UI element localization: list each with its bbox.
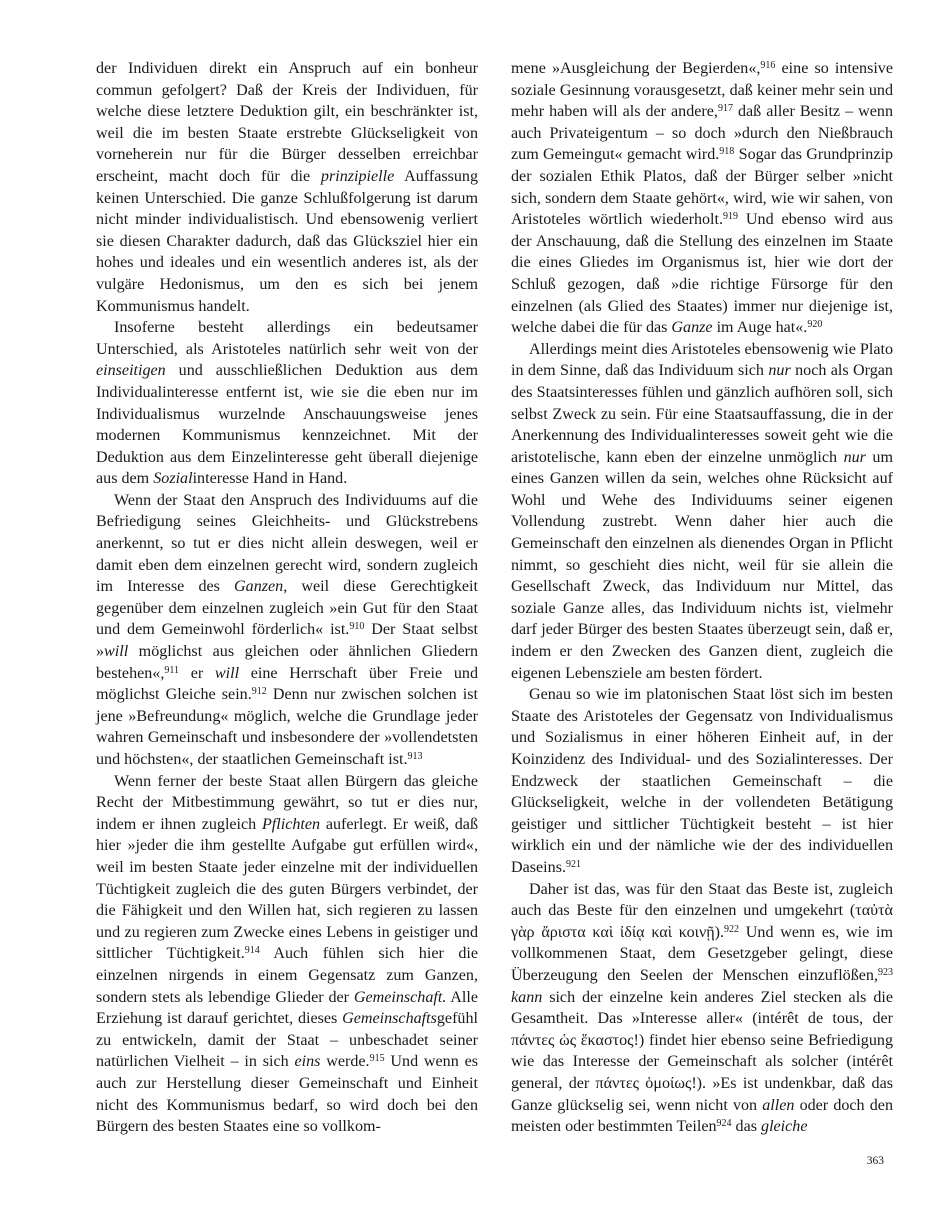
body-text: Denn nur zwischen solchen ist jene »Befreundung« möglich, welche die Grundlage jeder wahren Gemeinschaft und insbesondere der »vollendetsten und höchsten«, der staatlichen Gemeinschaft ist. <box>96 686 478 768</box>
emphasis-text: will <box>214 664 240 682</box>
body-text: Wenn ferner der beste Staat allen Bürgern das gleiche Recht der Mitbestimmung gewährt, so tut er dies nur, indem er ihnen zugleich <box>96 772 478 833</box>
body-text: sich der einzelne kein anderes Ziel stecken als die Gesamtheit. Das »Interesse aller« (intérêt de tous, der πάντες ὡς ἕκαστος!) findet hier ebenso seine Befriedigung wie das Interesse der Gemeinschaft als solcher (intérêt general, der πάντες ὁμοίως!). »Es ist undenkbar, daß das Ganze glückselig sei, wenn nicht von <box>511 988 893 1114</box>
footnote-ref: 919 <box>723 211 739 223</box>
body-text: der Individuen direkt ein Anspruch auf ein bonheur commun gefolgert? Daß der Kreis der Individuen, für welche diese letztere Deduktion gilt, ein beschränkter ist, weil die im besten Staate erstrebte Glückseligkeit von vorneherein nur für die Bürger desselben erreichbar erscheint, macht doch für die <box>96 60 478 185</box>
body-text: Wenn der Staat den Anspruch des Individuums auf die Befriedigung seines Gleichheits- und Glückstrebens anerkennt, so tut er dies nicht allein deswegen, weil er damit eben dem einzelnen gerecht wird, sondern zugleich im Interesse des <box>96 491 478 596</box>
emphasis-text: Ganze <box>671 319 713 337</box>
footnote-ref: 911 <box>164 664 180 676</box>
emphasis-text: nur <box>843 448 866 466</box>
footnote-ref: 910 <box>349 621 365 633</box>
footnote-ref: 913 <box>407 751 423 762</box>
footnote-ref: 923 <box>878 966 893 978</box>
body-text: Insoferne besteht allerdings ein bedeutsamer Unterschied, als Aristoteles natürlich sehr weit von der <box>96 319 478 358</box>
footnote-ref: 922 <box>724 923 740 935</box>
body-text: eine Herrschaft über Freie und möglichst Gleiche sein. <box>96 664 478 704</box>
footnote-ref: 921 <box>565 858 581 870</box>
body-text: mene »Ausgleichung der Begierden«, <box>511 60 761 77</box>
right-column <box>511 58 893 1138</box>
body-text: noch als Organ des Staatsinteresses fühlen und gänzlich aufhören soll, sich selbst Zweck zu sein. Für eine Staatsauffassung, die in der Anerkennung des Individualinteresses soweit geht wie die aristotelische, kann eben der einzelne unmöglich <box>511 362 893 466</box>
body-text: gefühl zu entwickeln, damit der Staat – unbeschadet seiner natürlichen Vielheit – in sich <box>96 1010 478 1071</box>
body-text: interesse Hand in Hand. <box>192 470 348 488</box>
emphasis-text: Gemeinschafts <box>342 1010 437 1028</box>
body-text: weil diese Gerechtigkeit gegenüber dem einzelnen zugleich »ein Gut für den Staat und dem Gemeinwohl förderlich« ist. <box>96 578 478 639</box>
body-text: und ausschließlichen Deduktion aus dem Individualinteresse entfernt ist, wie sie die eben nur im Individualismus wurzelnde Anschauungsweise jenes modernen Kommunismus kennzeichnet. Mit der Deduktion aus dem Einzelinteresse geht überall diejenige aus dem <box>96 362 478 488</box>
paragraph <box>511 58 893 339</box>
paragraph <box>511 684 893 878</box>
body-text: eine so intensive soziale Gesinnung vorausgesetzt, daß keiner mehr sein und mehr haben will als der andere, <box>511 60 893 121</box>
body-text: auferlegt. Er weiß, daß hier »jeder die ihm gestellte Aufgabe gut erfüllen wird«, weil im besten Staate jeder einzelne mit der individuellen Tüchtigkeit zugleich die des guten Bürgers verbindet, der die Fähigkeit und den Willen hat, sich regieren zu lassen und zu regieren zum Zwecke eines Lebens in geistiger und sittlicher Tüchtigkeit. <box>96 815 478 963</box>
body-text: Der Staat selbst » <box>96 621 478 661</box>
emphasis-text: kann <box>511 988 543 1006</box>
emphasis-text: einseitigen <box>96 362 166 380</box>
body-text: Und wenn es auch zur Herstellung dieser Gemeinschaft und Einheit nicht des Kommunismus bedarf, so wird doch bei den Bürgern des besten Staates eine so vollkom- <box>96 1053 478 1136</box>
emphasis-text: nur <box>768 362 791 380</box>
body-text: Genau so wie im platonischen Staat löst sich im besten Staate des Aristoteles der Gegensatz von Individualismus und Sozialismus in einer höheren Einheit auf, in der Koinzidenz des Individual- und des Sozialinteresses. Der Endzweck der staatlichen Gemeinschaft – die Glückseligkeit, welche in der vollendeten Betätigung geistiger und sittlicher Tüchtigkeit besteht – ist hier wirklich ein und der nämliche wie der des individuellen Daseins. <box>511 686 893 876</box>
paragraph <box>96 58 478 317</box>
body-text: werde. <box>320 1053 370 1071</box>
body-text: im Auge hat«. <box>712 319 808 337</box>
emphasis-text: prinzipielle <box>320 167 395 185</box>
paragraph <box>96 771 478 1138</box>
body-text: daß aller Besitz – wenn auch Privateigentum – so doch »durch den Nießbrauch zum Gemeingut« gemacht wird. <box>511 103 893 164</box>
body-text: Und wenn es, wie im vollkommenen Staat, dem Gesetzgeber gelingt, diese Überzeugung den Seelen der Menschen einzuflößen, <box>511 923 893 984</box>
emphasis-text: allen <box>762 1096 795 1114</box>
body-text: Allerdings meint dies Aristoteles ebensowenig wie Plato in dem Sinne, daß das Individuum sich <box>511 340 893 380</box>
footnote-ref: 915 <box>369 1053 385 1065</box>
body-text: Alle Erziehung ist darauf gerichtet, dieses <box>96 988 478 1028</box>
footnote-ref: 920 <box>807 319 823 331</box>
body-text: Auch fühlen sich hier die einzelnen nirgends in einem Gegensatz zum Ganzen, sondern stets als lebendige Glieder der <box>96 945 478 1006</box>
paragraph <box>96 317 478 490</box>
body-text: oder doch den meisten oder bestimmten Teilen <box>511 1096 893 1136</box>
page-number: 363 <box>866 1155 884 1167</box>
left-column <box>96 58 478 1138</box>
footnote-ref: 912 <box>251 686 267 698</box>
body-text: möglichst aus gleichen oder ähnlichen Gliedern bestehen«, <box>96 643 478 682</box>
emphasis-text: Pflichten <box>261 815 321 833</box>
body-text: Auffassung keinen Unterschied. Die ganze Schlußfolgerung ist darum nicht minder individualistisch. Und ebensowenig verliert sie diesen Charakter dadurch, daß das Glücksziel hier ein hohes und ideales und ein wesentlich anderes ist, als der vulgäre Hedonismus, um den es sich bei jenem Kommunismus handelt. <box>96 167 479 315</box>
footnote-ref: 918 <box>719 146 735 158</box>
emphasis-text: gleiche <box>761 1118 808 1136</box>
footnote-ref: 924 <box>716 1118 732 1130</box>
body-text: Sogar das Grundprinzip der sozialen Ethik Platos, daß der Bürger selber »nicht sich, sondern dem Staate gehört«, wird, wie wir sahen, von Aristoteles wörtlich wiederholt. <box>511 146 893 229</box>
emphasis-text: Gemeinschaft. <box>353 988 447 1006</box>
emphasis-text: Sozial <box>153 470 193 488</box>
paragraph <box>511 339 893 685</box>
paragraph <box>511 879 893 1138</box>
footnote-ref: 916 <box>760 60 776 71</box>
paragraph <box>96 490 478 771</box>
footnote-ref: 917 <box>717 103 733 115</box>
footnote-ref: 914 <box>244 945 260 957</box>
body-text: Und ebenso wird aus der Anschauung, daß die Stellung des einzelnen im Staate die eines Gliedes im Organismus ist, hier wie dort der Schluß gezogen, daß »die richtige Fürsorge für den einzelnen (als Glied des Staates) immer nur diejenige ist, welche dabei die für das <box>511 211 893 337</box>
body-text: um eines Ganzen willen da sein, welches ohne Rücksicht auf Wohl und Wehe des Individuums seiner eigenen Vollendung zustrebt. Wenn daher hier auch die Gemeinschaft den einzelnen als dienendes Organ in Pflicht nimmt, so geschieht dies nicht, weil für sie allein die Gesellschaft Zweck, das Individuum nur Mittel, das soziale Ganze alles, das Individuum nichts ist, vielmehr darf jeder Bürger des besten Staates überzeugt sein, daß er, indem er den Zwecken des Ganzen dient, zugleich die eigenen Lebensziele am besten fördert. <box>511 448 893 682</box>
body-text: das <box>731 1118 762 1136</box>
body-text: Daher ist das, was für den Staat das Beste ist, zugleich auch das Beste für den einzelnen und umgekehrt (ταὐτὰ γὰρ ἄριστα καὶ ἰδίᾳ καὶ κοινῇ). <box>511 880 893 941</box>
emphasis-text: will <box>104 643 129 661</box>
body-text: er <box>179 664 215 682</box>
emphasis-text: eins <box>294 1053 321 1071</box>
emphasis-text: Ganzen, <box>234 578 288 596</box>
